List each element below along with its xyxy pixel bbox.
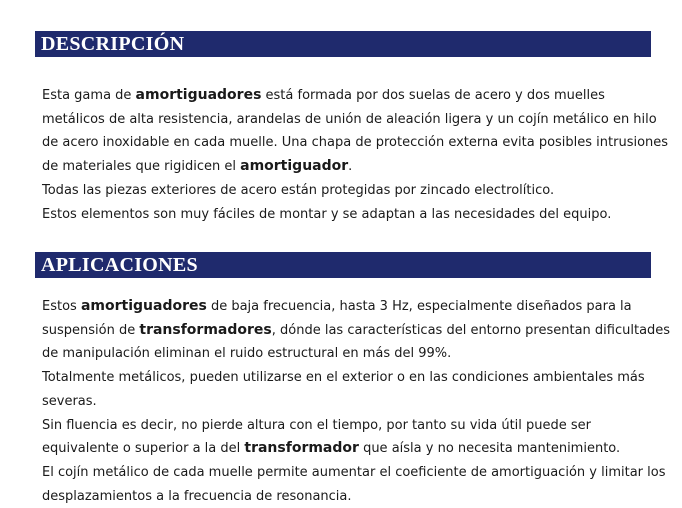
text-run: Todas las piezas exteriores de acero están protegidas por zincado electrolítico. xyxy=(42,182,555,198)
text-line xyxy=(42,414,672,438)
text-line xyxy=(42,295,672,319)
text-line xyxy=(42,319,672,343)
text-run: de acero inoxidable en cada muelle. Una chapa de protección externa evita posibles intrusiones xyxy=(42,135,669,151)
text-run: suspensión de xyxy=(42,322,140,338)
text-run: metálicos de alta resistencia, arandelas de unión de aleación ligera y un cojín metálico en hilo xyxy=(42,111,657,127)
text-run: severas. xyxy=(42,393,97,409)
text-line xyxy=(42,366,672,390)
text-line xyxy=(42,485,672,508)
text-run: Sin fluencia es decir, no pierde altura con el tiempo, por tanto su vida útil puede ser xyxy=(42,417,592,433)
text-run: Estos xyxy=(42,299,81,314)
text-run: desplazamientos a la frecuencia de resonancia. xyxy=(42,488,352,504)
text-run: de materiales que rigidicen el xyxy=(42,159,241,175)
text-line xyxy=(42,131,672,155)
bold-term: amortiguadores xyxy=(80,298,207,314)
bold-term: amortiguador xyxy=(240,158,349,175)
text-run: que aísla y no necesita mantenimiento. xyxy=(358,441,621,457)
text-line xyxy=(42,179,672,203)
text-line xyxy=(42,155,672,179)
bold-term: transformadores xyxy=(139,321,272,338)
text-line xyxy=(42,437,672,461)
bold-term: transformador xyxy=(244,440,359,457)
text-run: Esta gama de xyxy=(42,88,136,103)
section-body-descripcion xyxy=(42,84,672,226)
text-line xyxy=(42,203,672,227)
text-run: Totalmente metálicos, pueden utilizarse en el exterior o en las condiciones ambientales más xyxy=(42,370,645,386)
text-line xyxy=(42,390,672,414)
text-line xyxy=(42,342,672,366)
section-header-descripcion: DESCRIPCIÓN xyxy=(35,31,651,57)
text-run: está formada por dos suelas de acero y dos muelles xyxy=(261,88,605,103)
section-body-aplicaciones xyxy=(42,295,672,508)
text-run: de manipulación eliminan el ruido estructural en más del 99%. xyxy=(42,346,452,362)
text-line xyxy=(42,84,672,108)
text-line xyxy=(42,108,672,132)
text-run: . xyxy=(348,159,353,175)
text-run: , dónde las características del entorno presentan dificultades xyxy=(271,322,671,338)
text-run: equivalente o superior a la del xyxy=(42,441,245,457)
bold-term: amortiguadores xyxy=(135,87,262,103)
section-header-aplicaciones: APLICACIONES xyxy=(35,252,651,278)
text-run: Estos elementos son muy fáciles de montar y se adaptan a las necesidades del equipo. xyxy=(42,206,612,222)
text-run: El cojín metálico de cada muelle permite aumentar el coeficiente de amortiguación y limitar los xyxy=(42,464,666,480)
text-run: de baja frecuencia, hasta 3 Hz, especialmente diseñados para la xyxy=(206,299,632,314)
text-line xyxy=(42,461,672,485)
